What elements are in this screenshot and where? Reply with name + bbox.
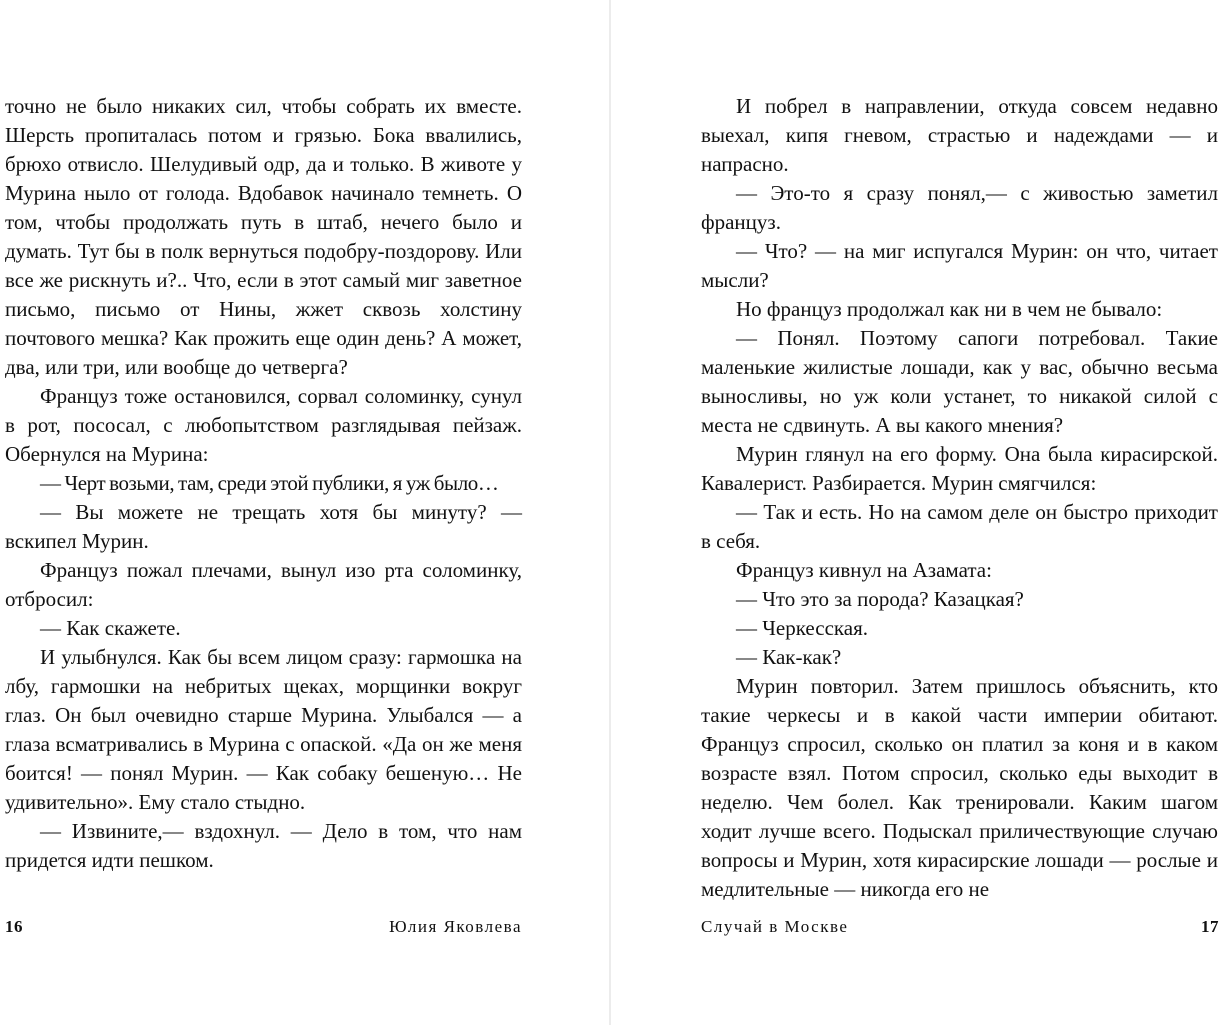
- dialogue-line: — Черкесская.: [736, 616, 868, 640]
- dialogue-line: — Вы можете не трещать хотя бы минуту? — вскипел Мурин.: [5, 500, 522, 553]
- right-page-text: [701, 92, 1218, 904]
- dialogue-line: — Как-как?: [736, 645, 842, 669]
- dialogue-line: — Что? — на миг испугался Мурин: он что, читает мысли?: [701, 239, 1218, 292]
- page-number: 17: [1201, 917, 1219, 936]
- running-head-author: Юлия Яковлева: [389, 917, 522, 936]
- paragraph: Мурин повторил. Затем пришлось объяснить, кто такие черкесы и в какой части империи обитают. Француз спросил, сколько он платил за коня и в каком возрасте взял. Потом спросил, сколько еды выходит в неделю. Чем болел. Как тренировали. Каким шагом ходит лучше всего. Подыскал приличествующие случаю вопросы и Мурин, хотя кирасирские лошади — рослые и медлительные — никогда его не: [701, 674, 1218, 901]
- paragraph: Француз кивнул на Азамата:: [736, 558, 992, 582]
- dialogue-line: — Извините,— вздохнул. — Дело в том, что нам придется идти пешком.: [5, 819, 522, 872]
- dialogue-line: — Как скажете.: [40, 616, 181, 640]
- paragraph: Мурин глянул на его форму. Она была кирасирской. Кавалерист. Разбирается. Мурин смягчился:: [701, 442, 1218, 495]
- paragraph: И побрел в направлении, откуда совсем недавно выехал, кипя гневом, страстью и надеждами — и напрасно.: [701, 94, 1218, 176]
- dialogue-line: — Понял. Поэтому сапоги потребовал. Такие маленькие жилистые лошади, как у вас, обычно весьма выносливы, но уж коли устанет, то никакой силой с места не сдвинуть. А вы какого мнения?: [701, 326, 1218, 437]
- right-page: [611, 0, 1220, 1025]
- dialogue-line: — Так и есть. Но на самом деле он быстро приходит в себя.: [701, 500, 1218, 553]
- paragraph: Француз пожал плечами, вынул изо рта соломинку, отбросил:: [5, 558, 522, 611]
- dialogue-line: — Черт возьми, там, среди этой публики, я уж было…: [40, 471, 499, 495]
- left-page: [0, 0, 609, 1025]
- page-number: 16: [5, 917, 23, 936]
- paragraph: И улыбнулся. Как бы всем лицом сразу: гармошка на лбу, гармошки на небритых щеках, морщинки вокруг глаз. Он был очевидно старше Мурина. Улыбался — а глаза всматривались в Мурина с опаской. «Да он же меня боится! — понял Мурин. — Как собаку бешеную… Не удивительно». Ему стало стыдно.: [5, 645, 522, 814]
- paragraph: точно не было никаких сил, чтобы собрать их вместе. Шерсть пропиталась потом и грязью. Бока ввалились, брюхо отвисло. Шелудивый одр, да и только. В животе у Мурина ныло от голода. Вдобавок начинало темнеть. О том, чтобы продолжать путь в штаб, нечего было и думать. Тут бы в полк вернуться подобру-поздорову. Или все же рискнуть и?.. Что, если в этот самый миг заветное письмо, письмо от Нины, жжет сквозь холстину почтового мешка? Как прожить еще один день? А может, два, или три, или вообще до четверга?: [5, 94, 522, 379]
- running-head-title: Случай в Москве: [701, 917, 849, 936]
- left-page-text: [5, 92, 522, 875]
- dialogue-line: — Что это за порода? Казацкая?: [736, 587, 1024, 611]
- paragraph: Француз тоже остановился, сорвал соломинку, сунул в рот, пососал, с любопытством разглядывая пейзаж. Обернулся на Мурина:: [5, 384, 522, 466]
- dialogue-line: — Это-то я сразу понял,— с живостью заметил француз.: [701, 181, 1218, 234]
- paragraph: Но француз продолжал как ни в чем не бывало:: [736, 297, 1163, 321]
